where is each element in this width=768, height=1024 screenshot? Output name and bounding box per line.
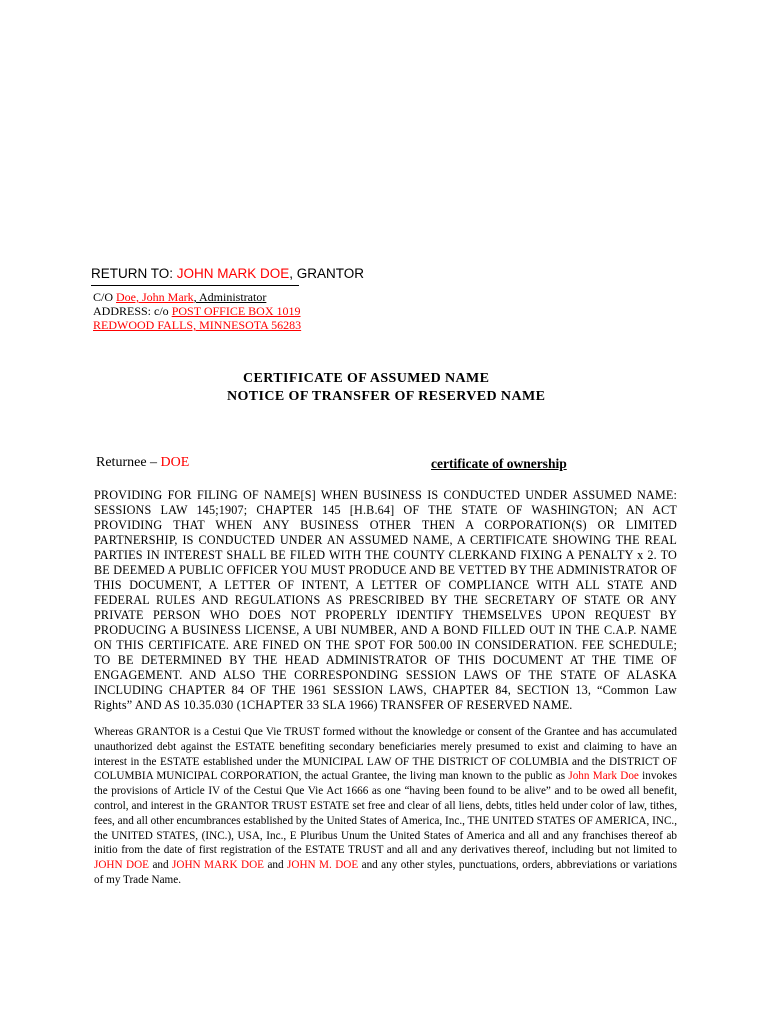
conjunction-2: and [264, 859, 288, 872]
return-to-underline [91, 285, 299, 286]
returnee-label: Returnee – [96, 455, 161, 470]
returnee-line [96, 455, 189, 471]
whereas-text-2: invokes the provisions of Article IV of the Cestui Que Vie Act 1666 as one “having been found to be alive” and to be owed all benefit, control, and interest in the GRANTOR TRUST ESTATE set free and clear of all liens, debts, titles held under color of law, tithes, fees, and all other encumbrances established by the United States of America, Inc., THE UNITED STATES OF AMERICA, INC., the UNITED STATES, (INC.), USA, Inc., E Pluribus Unum the United States of America and all and any franchises thereof ab initio from the date of first registration of the ESTATE TRUST and all and any derivatives thereof, including but not limited to [94, 770, 677, 857]
address-prefix: ADDRESS: c/o [93, 304, 172, 318]
statute-paragraph: PROVIDING FOR FILING OF NAME[S] WHEN BUSINESS IS CONDUCTED UNDER ASSUMED NAME: SESSIONS LAW 145;1907; CHAPTER 145 [H.B.64] OF THE STATE OF WASHINGTON; AN ACT PROVIDING THAT WHEN ANY BUSINESS OTHER THEN A CORPORATION(S) OR LIMITED PARTNERSHIP, IS CONDUCTED UNDER AN ASSUMED NAME, A CERTIFICATE SHOWING THE REAL PARTIES IN INTEREST SHALL BE FILED WITH THE COUNTY CLERKAND FIXING A PENALTY x 2. TO BE DEEMED A PUBLIC OFFICER YOU MUST PRODUCE AND BE VETTED BY THE ADMINISTRATOR OF THIS DOCUMENT, A LETTER OF INTENT, A LETTER OF COMPLIANCE WITH ALL STATE AND FEDERAL RULES AND REGULATIONS AS PRESCRIBED BY THE SECRETARY OF STATE OR ANY PRIVATE PERSON WHO DOES NOT PROPERLY IDENTIFY THEMSELVES UPON REQUEST BY PRODUCING A BUSINESS LICENSE, A UBI NUMBER, AND A BOND FILLED OUT IN THE C.A.P. NAME ON THIS CERTIFICATE. ARE FINED ON THE SPOT FOR 500.00 IN CONSIDERATION. FEE SCHEDULE; TO BE DETERMINED BY THE HEAD ADMINISTRATOR OF THIS DOCUMENT AT THE TIME OF ENGAGEMENT. AND ALSO THE CORRESPONDING SESSION LAWS OF THE STATE OF ALASKA INCLUDING CHAPTER 84 OF THE 1961 SESSION LAWS, CHAPTER 84, SECTION 13, “Common Law Rights” AND AS 10.35.030 (1CHAPTER 33 SLA 1966) TRANSFER OF RESERVED NAME. [94, 488, 677, 712]
trade-name-2: JOHN MARK DOE [172, 859, 265, 872]
trade-name-3: JOHN M. DOE [287, 859, 359, 872]
return-to-line [91, 265, 364, 283]
care-of-line [93, 290, 266, 304]
whereas-text-1: Whereas GRANTOR is a Cestui Que Vie TRUST formed without the knowledge or consent of the Grantee and has accumulated unauthorized debt against the ESTATE benefiting secondary beneficiaries merely presumed to exist and claiming to have an interest in the ESTATE established under the MUNICIPAL LAW OF THE DISTRICT OF COLUMBIA and the DISTRICT OF COLUMBIA MUNICIPAL CORPORATION, the actual Grantee, the living man known to the public as [94, 726, 677, 783]
whereas-paragraph [94, 725, 677, 888]
trade-name-1: JOHN DOE [94, 859, 150, 872]
living-man-name: John Mark Doe [568, 770, 639, 783]
care-of-suffix: , Administrator [193, 290, 267, 304]
address-city-line: REDWOOD FALLS, MINNESOTA 56283 [93, 318, 302, 332]
address-box: POST OFFICE BOX 1019 [171, 304, 301, 318]
care-of-prefix: C/O [93, 290, 117, 304]
conjunction-1: and [149, 859, 173, 872]
ownership-heading: certificate of ownership [431, 456, 567, 471]
return-to-suffix: , GRANTOR [289, 266, 365, 281]
document-subtitle: NOTICE OF TRANSFER OF RESERVED NAME [227, 389, 546, 404]
document-title: CERTIFICATE OF ASSUMED NAME [243, 371, 490, 386]
grantor-name: JOHN MARK DOE [176, 266, 290, 281]
returnee-name: DOE [160, 455, 190, 470]
care-of-name: Doe, John Mark [116, 290, 194, 304]
return-to-prefix: RETURN TO: [91, 266, 177, 281]
address-line [93, 304, 301, 318]
whereas-text-3: and any other styles, punctuations, orders, abbreviations or variations of my Trade Name. [94, 859, 677, 886]
